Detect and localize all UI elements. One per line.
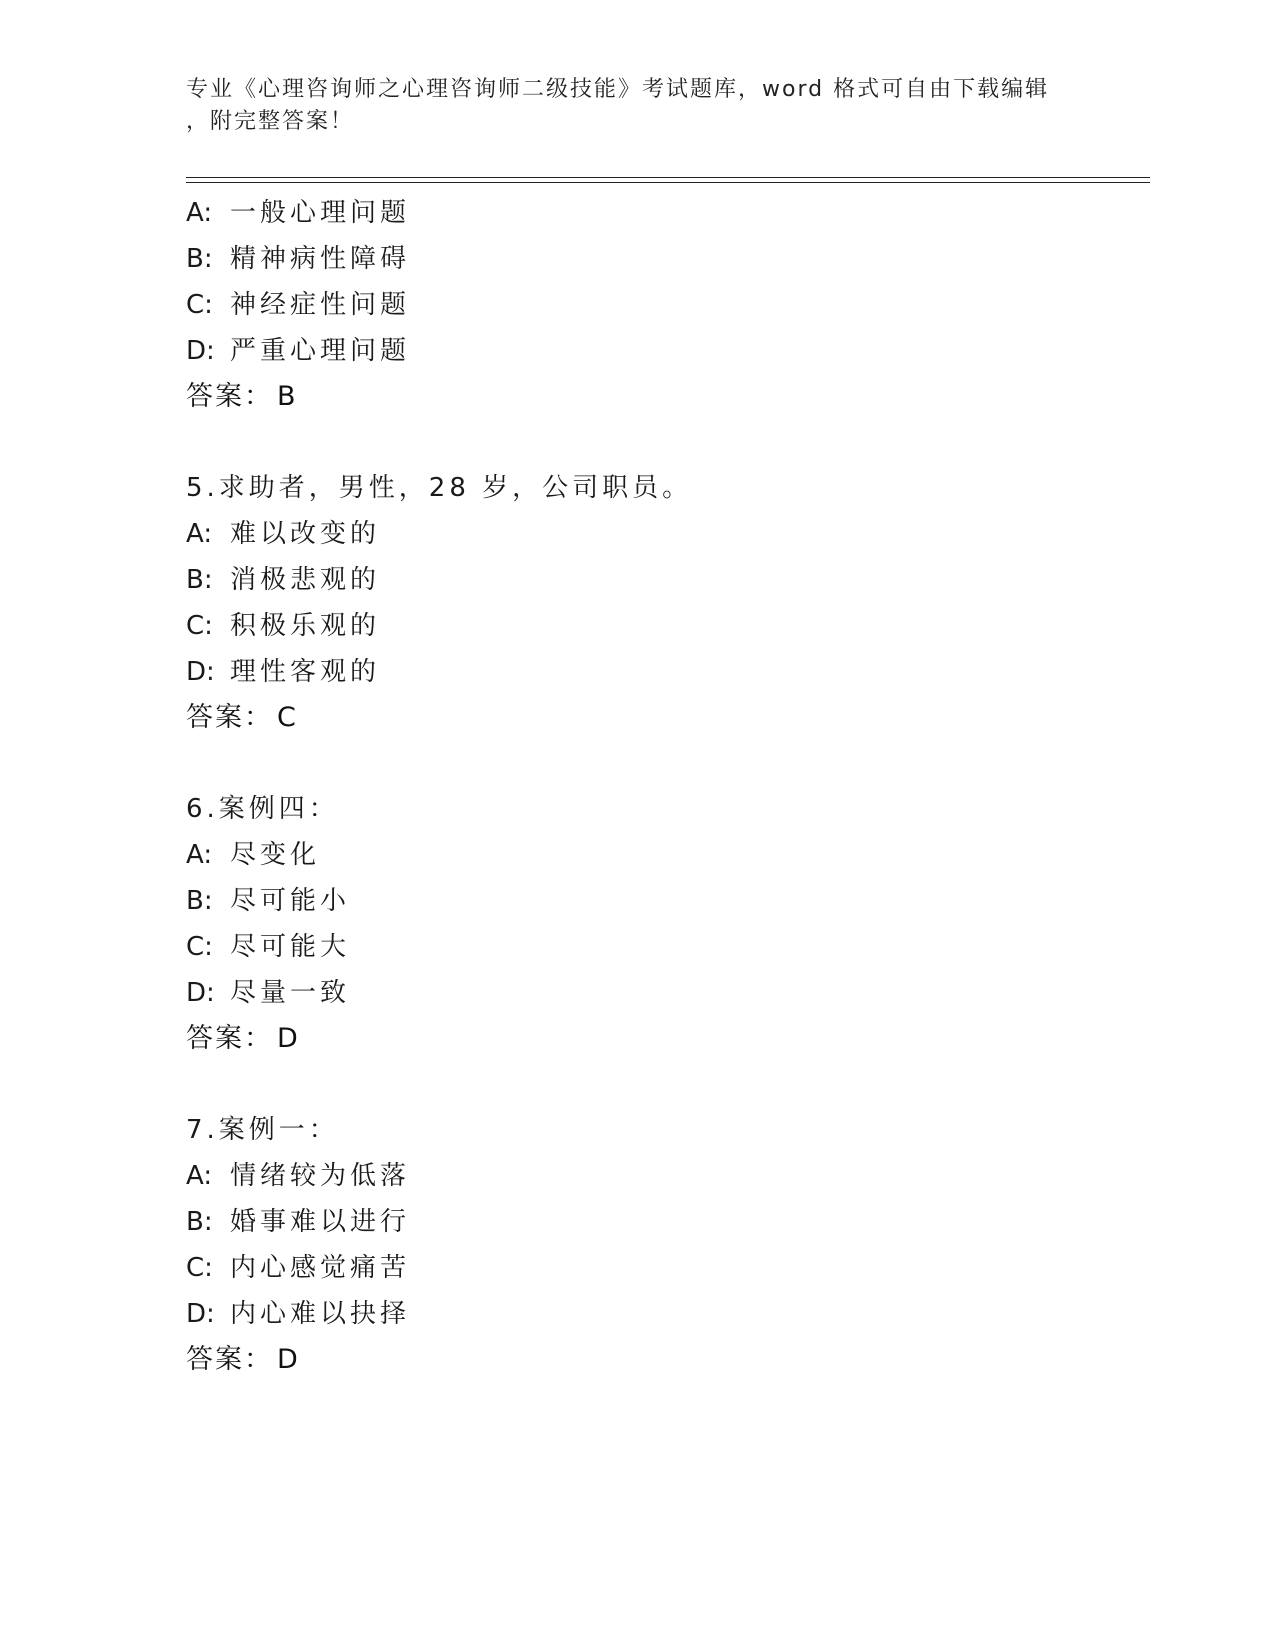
answer-value: D xyxy=(277,1344,300,1375)
header-line-2: ，附完整答案！ xyxy=(186,109,355,134)
option-key: C: xyxy=(186,611,213,641)
option-text: 严重心理问题 xyxy=(230,336,411,366)
option-key: A: xyxy=(186,1161,213,1191)
option-text: 精神病性障碍 xyxy=(230,244,411,274)
option-key: A: xyxy=(186,519,213,549)
answer-line xyxy=(186,1337,1126,1383)
option-a xyxy=(186,190,1126,236)
option-d xyxy=(186,328,1126,374)
answer-value: D xyxy=(277,1023,300,1054)
option-d xyxy=(186,970,1126,1016)
option-text: 婚事难以进行 xyxy=(230,1207,411,1237)
option-key: C: xyxy=(186,1253,213,1283)
answer-value: B xyxy=(277,381,298,412)
option-key: D: xyxy=(186,978,215,1008)
option-b xyxy=(186,1199,1126,1245)
answer-label: 答案： xyxy=(186,1023,273,1054)
question-item xyxy=(186,1107,1126,1383)
option-a xyxy=(186,832,1126,878)
question-stem: 7.案例一： xyxy=(186,1115,339,1145)
option-text: 尽可能大 xyxy=(230,932,351,962)
option-text: 尽可能小 xyxy=(230,886,351,916)
answer-line xyxy=(186,374,1126,420)
option-text: 积极乐观的 xyxy=(230,611,381,641)
question-stem: 6.案例四： xyxy=(186,794,339,824)
document-header xyxy=(186,74,1086,138)
option-a xyxy=(186,1153,1126,1199)
option-text: 尽量一致 xyxy=(230,978,351,1008)
answer-label: 答案： xyxy=(186,1344,273,1375)
question-stem: 5.求助者，男性，28 岁，公司职员。 xyxy=(186,473,693,503)
option-key: A: xyxy=(186,198,213,228)
option-key: D: xyxy=(186,1299,215,1329)
option-c xyxy=(186,1245,1126,1291)
answer-line xyxy=(186,695,1126,741)
option-text: 情绪较为低落 xyxy=(230,1161,411,1191)
option-text: 尽变化 xyxy=(230,840,321,870)
option-key: C: xyxy=(186,290,213,320)
header-divider-bottom xyxy=(186,182,1150,183)
option-key: B: xyxy=(186,1207,213,1237)
option-c xyxy=(186,603,1126,649)
option-d xyxy=(186,1291,1126,1337)
option-b xyxy=(186,557,1126,603)
option-key: D: xyxy=(186,657,215,687)
header-line-1: 专业《心理咨询师之心理咨询师二级技能》考试题库，word 格式可自由下载编辑 xyxy=(186,77,1050,102)
question-item xyxy=(186,190,1126,420)
option-text: 一般心理问题 xyxy=(230,198,411,228)
option-key: C: xyxy=(186,932,213,962)
option-key: B: xyxy=(186,244,213,274)
option-text: 理性客观的 xyxy=(230,657,381,687)
question-list xyxy=(186,190,1126,1428)
answer-value: C xyxy=(277,702,298,733)
option-text: 内心难以抉择 xyxy=(230,1299,411,1329)
option-key: A: xyxy=(186,840,213,870)
option-b xyxy=(186,236,1126,282)
option-text: 神经症性问题 xyxy=(230,290,411,320)
option-c xyxy=(186,282,1126,328)
option-text: 难以改变的 xyxy=(230,519,381,549)
option-text: 内心感觉痛苦 xyxy=(230,1253,411,1283)
answer-label: 答案： xyxy=(186,702,273,733)
option-text: 消极悲观的 xyxy=(230,565,381,595)
question-item xyxy=(186,786,1126,1062)
header-divider-top xyxy=(186,177,1150,178)
answer-label: 答案： xyxy=(186,381,273,412)
option-b xyxy=(186,878,1126,924)
question-item xyxy=(186,465,1126,741)
option-key: B: xyxy=(186,886,213,916)
answer-line xyxy=(186,1016,1126,1062)
option-key: B: xyxy=(186,565,213,595)
option-c xyxy=(186,924,1126,970)
option-key: D: xyxy=(186,336,215,366)
option-d xyxy=(186,649,1126,695)
option-a xyxy=(186,511,1126,557)
